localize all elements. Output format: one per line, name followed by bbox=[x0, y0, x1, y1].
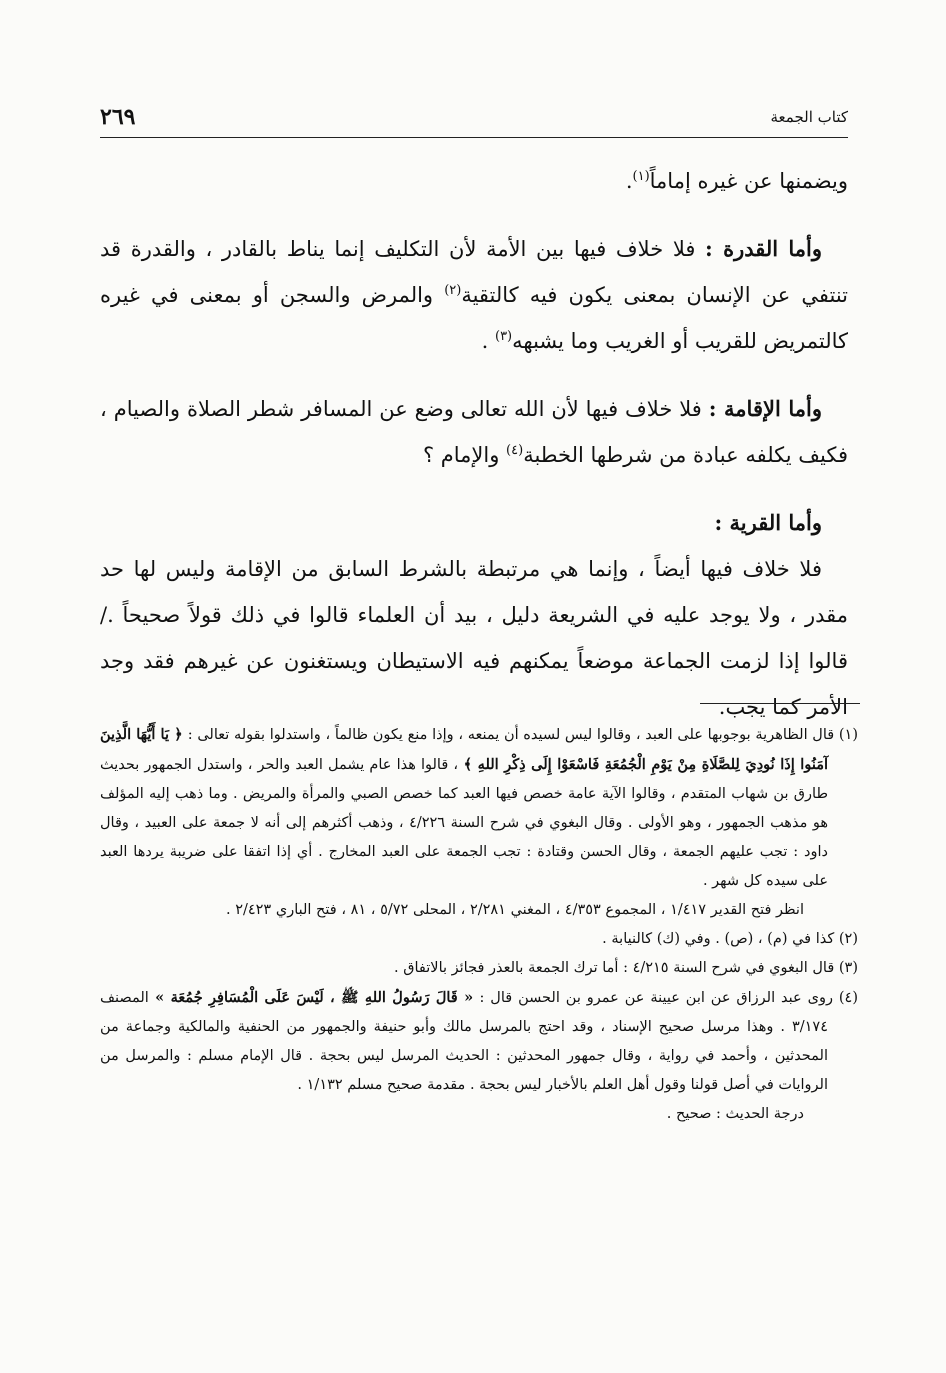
page-header bbox=[100, 100, 848, 138]
main-text bbox=[100, 158, 848, 730]
footnote-ref-3: (٣) bbox=[494, 329, 513, 344]
footnote-1-references: انظر فتح القدير ١/٤١٧ ، المجموع ٤/٣٥٣ ، المغني ٢/٢٨١ ، المحلى ٥/٧٢ ، ٨١ ، فتح الباري ٢/٤٢٣ . bbox=[225, 902, 804, 918]
paragraph-village: فلا خلاف فيها أيضاً ، وإنما هي مرتبطة بالشرط السابق من الإقامة وليس لها حد مقدر ، ولا يوجد عليه في الشريعة دليل ، بيد أن العلماء قالوا في ذلك قولاً صحيحاً ./ قالوا إذا لزمت الجماعة موضعاً يمكنهم فيه الاستيطان ويستغنون عن غيرهم فقد وجد الأمر كما يجب. bbox=[100, 557, 848, 719]
footnote-ref-2: (٢) bbox=[444, 283, 462, 298]
section-lead-residence: وأما الإقامة : bbox=[708, 396, 822, 421]
page-number: ٢٦٩ bbox=[100, 104, 136, 130]
header-divider bbox=[100, 137, 848, 138]
quran-verse: ﴿ يَا أَيُّهَا الَّذِينَ آمَنُوا إِذَا نُودِيَ لِلصَّلَاةِ مِنْ يَوْمِ الْجُمُعَةِ فَاسْعَوْا إِلَى ذِكْرِ اللهِ ﴾ bbox=[100, 726, 828, 773]
section-lead-ability: وأما القدرة : bbox=[705, 236, 822, 261]
section-lead-village: وأما القرية : bbox=[714, 510, 822, 535]
footnote-4-grade: درجة الحديث : صحيح . bbox=[666, 1106, 804, 1122]
paragraph-ability: وأما القدرة : فلا خلاف فيها بين الأمة لأن التكليف إنما يناط بالقادر ، والقدرة قد تنتفي عن الإنسان بمعنى يكون فيه كالتقية$^{(٢)}$ والمرض والسجن أو بمعنى في غيره كالتمريض للقريب أو الغريب وما يشبهه$^{(٣)}$ . bbox=[100, 236, 849, 353]
footnotes bbox=[100, 720, 858, 1129]
footnote-ref-4: (٤) bbox=[506, 443, 524, 458]
footnote-4: (٤) روى عبد الرزاق عن ابن عيينة عن عمرو بن الحسن قال : « قَالَ رَسُولُ اللهِ ﷺ ، لَيْسَ عَلَى الْمُسَافِرِ جُمُعَة » المصنف ٣/١٧٤ . وهذا مرسل صحيح الإسناد ، وقد احتج بالمرسل مالك وأبو حنيفة والجمهور من الحنفية والمالكية وجماعة من المحدثين ، وأحمد في رواية ، وقال جمهور المحدثين : الحديث المرسل ليس بحجة . قال الإمام مسلم : والمرسل من الروايات في أصل قولنا وقول أهل العلم بالأخبار ليس بحجة . مقدمة صحيح مسلم ١/١٣٢ . bbox=[100, 989, 858, 1093]
paragraph-residence: وأما الإقامة : فلا خلاف فيها لأن الله تعالى وضع عن المسافر شطر الصلاة والصيام ، فكيف يكلفه عبادة من شرطها الخطبة$^{(٤)}$ والإمام ؟ bbox=[100, 396, 848, 467]
footnote-1: (١) قال الظاهرية بوجوبها على العبد ، وقالوا ليس لسيده أن يمنعه ، وإذا منع يكون ظالماً ، واستدلوا بقوله تعالى : ﴿ يَا أَيُّهَا الَّذِينَ آمَنُوا إِذَا نُودِيَ لِلصَّلَاةِ مِنْ يَوْمِ الْجُمُعَةِ فَاسْعَوْا إِلَى ذِكْرِ اللهِ ﴾ ، قالوا هذا عام يشمل العبد والحر ، واستدل الجمهور بحديث طارق بن شهاب المتقدم ، وقالوا الآية عامة خصص فيها العبد كما خصص الصبي والمرأة والمريض . وما ذهب إليه المؤلف هو مذهب الجمهور ، وهو الأولى . وقال البغوي في شرح السنة ٤/٢٢٦ ، وذهب أكثرهم إلى أنه لا جمعة على العبيد ، وقال داود : تجب عليهم الجمعة ، وقال الحسن وقتادة : تجب الجمعة على العبد المخارج . أي إذا اتفقا على ضريبة يردها العبد على سيده كل شهر . bbox=[100, 726, 858, 889]
hadith-quote: « قَالَ رَسُولُ اللهِ ﷺ ، لَيْسَ عَلَى الْمُسَافِرِ جُمُعَة » bbox=[148, 989, 480, 1006]
paragraph-village-heading bbox=[100, 500, 848, 546]
footnote-divider bbox=[700, 703, 860, 704]
paragraph-continuation: ويضمنها عن غيره إماماً$^{(١)}$. bbox=[625, 169, 848, 193]
footnote-ref-1: (١) bbox=[632, 169, 650, 184]
footnote-3: (٣) قال البغوي في شرح السنة ٤/٢١٥ : أما ترك الجمعة بالعذر فجائز بالاتفاق . bbox=[394, 960, 858, 976]
footnote-2: (٢) كذا في (م) ، (ص) . وفي (ك) كالنيابة . bbox=[602, 931, 858, 947]
running-title: كتاب الجمعة bbox=[770, 108, 848, 126]
